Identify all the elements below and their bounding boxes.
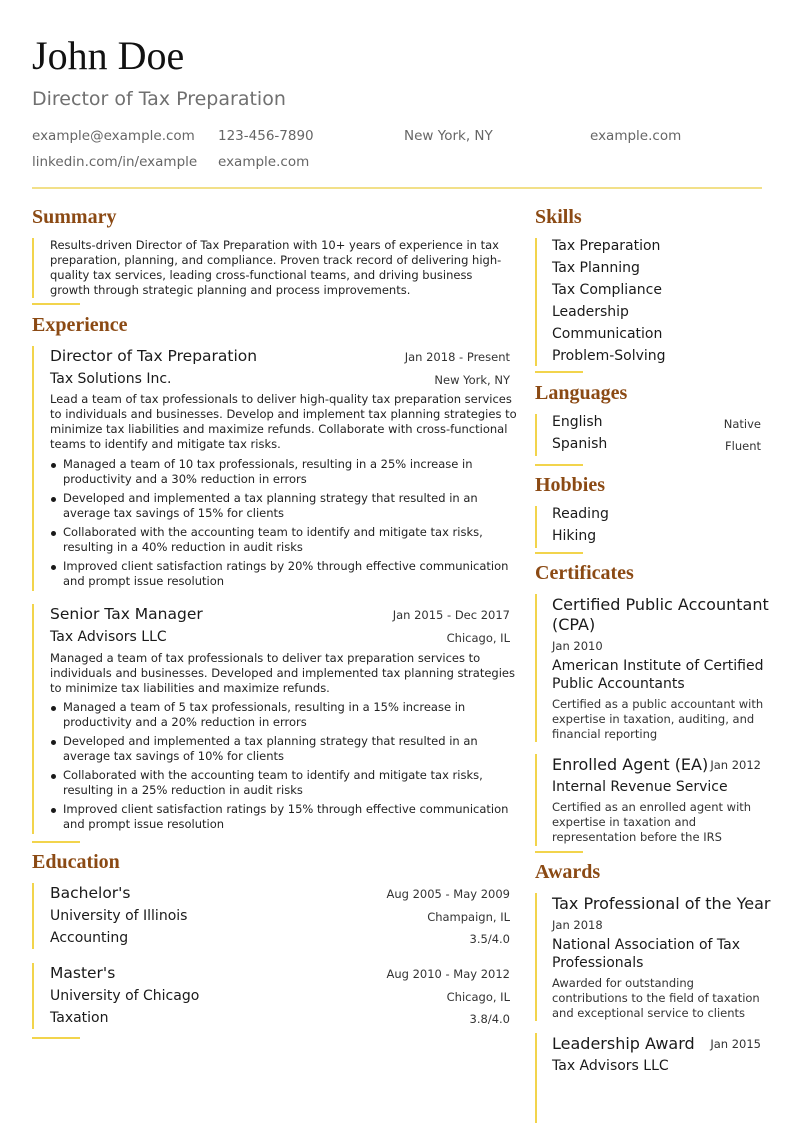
job-bullet-line: average tax savings of 10% for clients bbox=[63, 749, 285, 763]
job-bullet-line: and prompt issue resolution bbox=[63, 574, 225, 588]
skills-accent-bar bbox=[535, 238, 537, 366]
bullet-icon bbox=[51, 706, 56, 711]
certificate-description-line: Certified as a public accountant with bbox=[552, 697, 764, 711]
job-bullet-line: Managed a team of 10 tax professionals, resulting in a 25% increase in bbox=[63, 457, 473, 471]
job-title: Director of Tax Preparation bbox=[50, 347, 258, 365]
job-bullet-line: resulting in a 25% reduction in audit risks bbox=[63, 783, 303, 797]
bullet-icon bbox=[51, 740, 56, 745]
certificate-title: (CPA) bbox=[552, 615, 596, 634]
job-bullet-line: Collaborated with the accounting team to identify and mitigate tax risks, bbox=[63, 525, 483, 539]
education-degree: Master's bbox=[50, 964, 116, 982]
job-bullet-line: resulting in a 40% reduction in audit risks bbox=[63, 540, 303, 554]
job-bullet-line: Improved client satisfaction ratings by 20% through effective communication bbox=[63, 559, 509, 573]
contact-email[interactable]: example@example.com bbox=[32, 128, 195, 144]
bullet-icon bbox=[51, 497, 56, 502]
job-description-line: Lead a team of tax professionals to deliver high-quality tax preparation services bbox=[50, 392, 512, 406]
summary-line: growth through strategic planning and process improvements. bbox=[50, 283, 411, 297]
header-divider bbox=[32, 187, 762, 189]
education-accent-bar bbox=[32, 883, 34, 949]
job-bullet-line: Developed and implemented a tax planning strategy that resulted in an bbox=[63, 734, 478, 748]
job-location: New York, NY bbox=[434, 373, 510, 387]
language-level: Native bbox=[723, 417, 761, 431]
certificate-date: Jan 2012 bbox=[710, 758, 761, 772]
education-dates: Aug 2005 - May 2009 bbox=[386, 887, 510, 901]
bullet-icon bbox=[51, 565, 56, 570]
hobby-item: Reading bbox=[552, 506, 609, 522]
award-issuer: Tax Advisors LLC bbox=[552, 1058, 669, 1074]
education-school: University of Chicago bbox=[50, 988, 200, 1004]
education-location: Chicago, IL bbox=[446, 990, 510, 1004]
skill-item: Leadership bbox=[552, 304, 629, 320]
job-accent-bar bbox=[32, 346, 34, 591]
bullet-icon bbox=[51, 463, 56, 468]
certificate-date: Jan 2010 bbox=[552, 639, 603, 653]
certificate-description-line: Certified as an enrolled agent with bbox=[552, 800, 752, 814]
education-gpa: 3.8/4.0 bbox=[469, 1012, 510, 1026]
summary-accent-bar bbox=[32, 238, 34, 298]
job-company: Tax Solutions Inc. bbox=[50, 371, 172, 387]
certificate-issuer: Internal Revenue Service bbox=[552, 779, 728, 795]
job-description-line: to individuals and businesses. Develop and implement tax planning strategies to bbox=[50, 407, 517, 421]
job-dates: Jan 2018 - Present bbox=[404, 350, 510, 364]
skills-heading: Skills bbox=[535, 206, 582, 228]
awards-heading: Awards bbox=[535, 861, 601, 883]
job-bullet-line: productivity and a 20% reduction in errors bbox=[63, 715, 307, 729]
hobbies-accent-bar bbox=[535, 506, 537, 548]
award-description-line: Awarded for outstanding bbox=[552, 976, 694, 990]
award-issuer: National Association of Tax bbox=[552, 937, 740, 953]
certificate-description-line: representation before the IRS bbox=[552, 830, 722, 844]
contact-website-2[interactable]: example.com bbox=[218, 154, 310, 170]
job-description-line: teams to identify and mitigate tax risks. bbox=[50, 437, 281, 451]
job-bullet-line: productivity and a 30% reduction in errors bbox=[63, 472, 307, 486]
summary-line: Results-driven Director of Tax Preparation with 10+ years of experience in tax bbox=[50, 238, 499, 252]
certificate-description-line: financial reporting bbox=[552, 727, 658, 741]
languages-accent-bar bbox=[535, 414, 537, 456]
education-field: Accounting bbox=[50, 930, 129, 946]
education-dates: Aug 2010 - May 2012 bbox=[386, 967, 510, 981]
language-name: Spanish bbox=[552, 436, 608, 452]
award-issuer: Professionals bbox=[552, 955, 644, 971]
skill-item: Communication bbox=[552, 326, 663, 342]
contact-phone[interactable]: 123-456-7890 bbox=[218, 128, 314, 144]
languages-heading: Languages bbox=[535, 382, 628, 404]
job-bullet-line: Improved client satisfaction ratings by 15% through effective communication bbox=[63, 802, 509, 816]
award-title: Tax Professional of the Year bbox=[552, 894, 771, 913]
award-description-line: and exceptional service to clients bbox=[552, 1006, 746, 1020]
job-bullet-line: Collaborated with the accounting team to identify and mitigate tax risks, bbox=[63, 768, 483, 782]
job-description-line: minimize tax liabilities and maximize refunds. Collaborate with cross-functional bbox=[50, 422, 508, 436]
job-location: Chicago, IL bbox=[446, 631, 510, 645]
contact-location: New York, NY bbox=[404, 128, 493, 144]
education-heading: Education bbox=[32, 851, 120, 873]
contact-linkedin[interactable]: linkedin.com/in/example bbox=[32, 154, 198, 170]
hobbies-underline bbox=[535, 552, 583, 554]
contact-website[interactable]: example.com bbox=[590, 128, 682, 144]
skills-underline bbox=[535, 371, 583, 373]
summary-line: quality tax services, leading cross-functional teams, and driving business bbox=[50, 268, 473, 282]
award-title: Leadership Award bbox=[552, 1034, 695, 1053]
experience-heading: Experience bbox=[32, 314, 128, 336]
job-bullet-line: Managed a team of 5 tax professionals, resulting in a 15% increase in bbox=[63, 700, 466, 714]
award-date: Jan 2015 bbox=[710, 1037, 761, 1051]
award-description-line: contributions to the field of taxation bbox=[552, 991, 760, 1005]
bullet-icon bbox=[51, 531, 56, 536]
language-level: Fluent bbox=[725, 439, 761, 453]
summary-heading: Summary bbox=[32, 206, 117, 228]
education-school: University of Illinois bbox=[50, 908, 188, 924]
skill-item: Problem-Solving bbox=[552, 348, 666, 364]
job-accent-bar bbox=[32, 604, 34, 834]
job-bullet-line: average tax savings of 15% for clients bbox=[63, 506, 285, 520]
job-description-line: Managed a team of tax professionals to deliver tax preparation services to bbox=[50, 651, 481, 665]
summary-underline bbox=[32, 303, 80, 305]
summary-line: preparation, planning, and compliance. Proven track record of delivering high- bbox=[50, 253, 502, 267]
education-underline bbox=[32, 1037, 80, 1039]
education-degree: Bachelor's bbox=[50, 884, 131, 902]
job-bullet-line: Developed and implemented a tax planning strategy that resulted in an bbox=[63, 491, 478, 505]
certificate-accent-bar bbox=[535, 594, 537, 742]
award-date: Jan 2018 bbox=[552, 918, 603, 932]
hobbies-heading: Hobbies bbox=[535, 474, 606, 496]
education-field: Taxation bbox=[50, 1010, 109, 1026]
job-description-line: individuals and businesses. Developed and implemented tax planning strategies bbox=[50, 666, 515, 680]
job-description-line: to minimize tax liabilities and maximize refunds. bbox=[50, 681, 330, 695]
hobby-item: Hiking bbox=[552, 528, 597, 544]
education-location: Champaign, IL bbox=[427, 910, 510, 924]
language-name: English bbox=[552, 414, 603, 430]
skill-item: Tax Compliance bbox=[552, 282, 662, 298]
certificate-title: Certified Public Accountant bbox=[552, 595, 769, 614]
certificate-title: Enrolled Agent (EA) bbox=[552, 755, 709, 774]
education-gpa: 3.5/4.0 bbox=[469, 932, 510, 946]
skill-item: Tax Planning bbox=[552, 260, 640, 276]
certificate-issuer: Public Accountants bbox=[552, 676, 685, 692]
certificate-description-line: expertise in taxation, auditing, and bbox=[552, 712, 755, 726]
experience-underline bbox=[32, 841, 80, 843]
languages-underline bbox=[535, 464, 583, 466]
award-accent-bar bbox=[535, 893, 537, 1021]
certificate-description-line: expertise in taxation and bbox=[552, 815, 697, 829]
job-dates: Jan 2015 - Dec 2017 bbox=[392, 608, 510, 622]
certificates-heading: Certificates bbox=[535, 562, 634, 584]
education-accent-bar bbox=[32, 963, 34, 1029]
certificates-underline bbox=[535, 851, 583, 853]
job-bullet-line: and prompt issue resolution bbox=[63, 817, 225, 831]
certificate-accent-bar bbox=[535, 754, 537, 846]
bullet-icon bbox=[51, 808, 56, 813]
bullet-icon bbox=[51, 774, 56, 779]
award-accent-bar bbox=[535, 1033, 537, 1123]
candidate-title: Director of Tax Preparation bbox=[32, 88, 286, 110]
candidate-name: John Doe bbox=[32, 33, 185, 78]
certificate-issuer: American Institute of Certified bbox=[552, 658, 764, 674]
job-company: Tax Advisors LLC bbox=[50, 629, 167, 645]
job-title: Senior Tax Manager bbox=[50, 605, 203, 623]
skill-item: Tax Preparation bbox=[552, 238, 661, 254]
